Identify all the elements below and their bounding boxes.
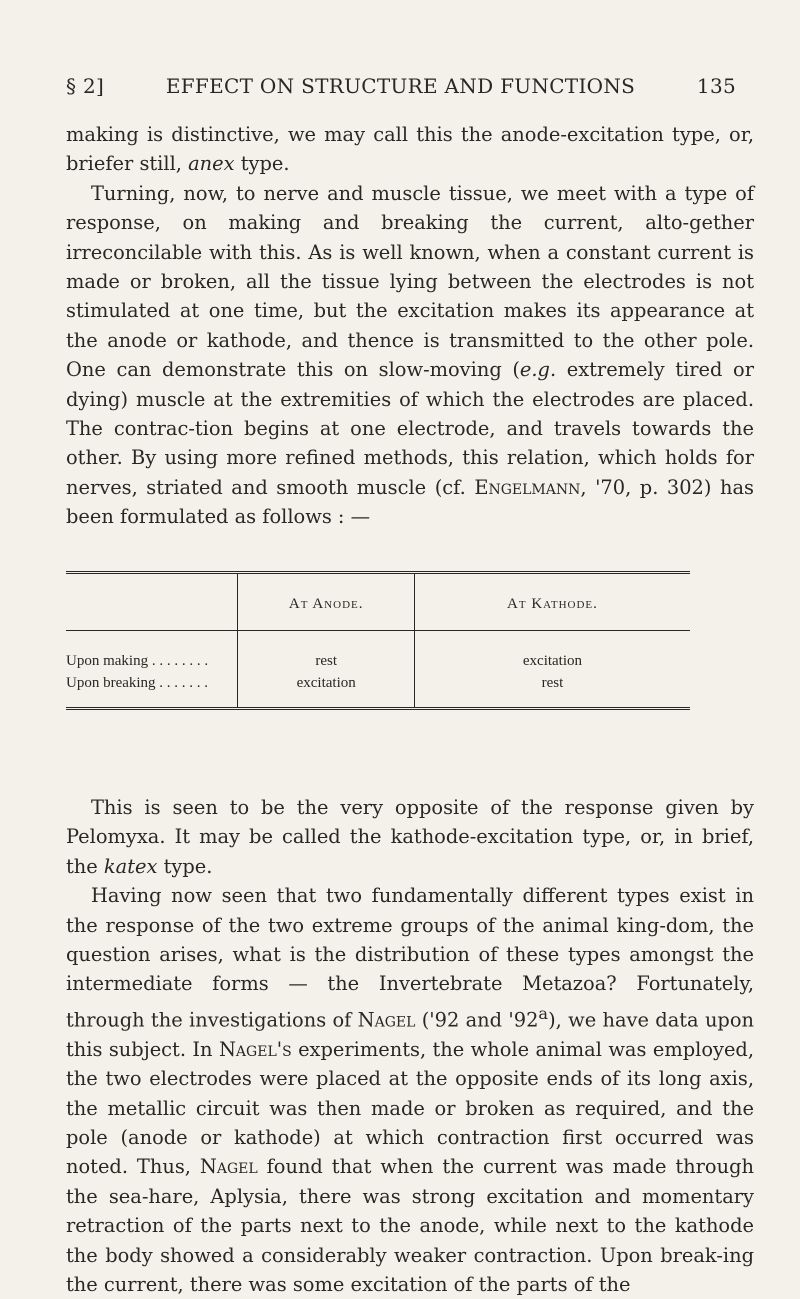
author-name: Engelmann <box>474 475 581 499</box>
text-run: type. <box>234 152 290 176</box>
section-mark: § 2] <box>66 74 105 98</box>
italic-term: katex <box>103 854 158 878</box>
anode-cell: rest <box>238 631 414 676</box>
table-header-blank <box>66 573 238 631</box>
body-text-top <box>66 120 754 532</box>
text-run: extremely tired or dying) muscle at the extremities of which the electrodes are placed. The contrac-tion begins at one electrode, and travels towards the other. By using more refined methods, this relation, which holds for nerves, striated and smooth muscle (cf. <box>66 358 754 499</box>
table-row <box>66 631 690 676</box>
paragraph <box>66 793 754 881</box>
text-run: ('92 and '92 <box>415 1008 539 1032</box>
response-table <box>66 571 690 710</box>
text-run: Having now seen that two fundamentally different types exist in the response of the two extreme groups of the animal king-dom, the question arises, what is the distribution of these types amongst the intermediate forms — the Invertebrate Metazoa? Fortunately, through the investigations of <box>66 884 754 1032</box>
running-title: EFFECT ON STRUCTURE AND FUNCTIONS <box>165 74 636 98</box>
anode-cell: excitation <box>238 675 414 709</box>
author-name: Nagel's <box>218 1037 292 1061</box>
page-number: 135 <box>696 74 736 98</box>
body-text-bottom <box>66 793 754 1299</box>
kathode-cell: rest <box>414 675 690 709</box>
superscript: a <box>538 1003 549 1023</box>
row-label: Upon making . . . . . . . . <box>66 653 209 669</box>
running-header <box>66 74 736 98</box>
text-run: type. <box>157 854 213 878</box>
paragraph <box>66 179 754 532</box>
text-run: found that when the current was made through the sea-hare, Aplysia, there was strong excitation and momentary retraction of the parts next to the anode, while next to the kathode the body showed a considerably weaker contraction. Upon break-ing the current, there was some excitation of the parts of the <box>66 1155 754 1296</box>
italic-term: anex <box>188 152 235 176</box>
author-name: Nagel <box>199 1155 258 1179</box>
kathode-cell: excitation <box>414 631 690 676</box>
table-row <box>66 675 690 709</box>
italic-term: e.g. <box>519 358 557 382</box>
table-header-row <box>66 573 690 631</box>
text-run: This is seen to be the very opposite of the response given by Pelomyxa. It may be called the kathode-excitation type, or, in brief, the <box>66 796 754 878</box>
text-run: , '70, p. 302) has been formulated as follows : — <box>66 475 754 529</box>
paragraph <box>66 881 754 1299</box>
row-label: Upon breaking . . . . . . . <box>66 675 238 709</box>
text-run: experiments, the whole animal was employed, the two electrodes were placed at the opposite ends of its long axis, the metallic circuit was then made or broken as required, and the pole (anode or kathode) at which contraction first occurred was noted. Thus, <box>66 1037 754 1179</box>
text-run: making is distinctive, we may call this the anode-excitation type, or, briefer still, <box>66 123 754 176</box>
table-header-anode: At Anode. <box>238 573 414 631</box>
paragraph <box>66 120 754 179</box>
text-run: ), we have data upon this subject. In <box>66 1008 755 1061</box>
text-run: Turning, now, to nerve and muscle tissue, we meet with a type of response, on making and breaking the current, alto-gether irreconcilable with this. As is well known, when a constant current is made or broken, all the tissue lying between the electrodes is not stimulated at one time, but the excitation makes its appearance at the anode or kathode, and thence is transmitted to the other pole. One can demonstrate this on slow-moving ( <box>66 181 754 382</box>
author-name: Nagel <box>357 1008 416 1032</box>
table-header-kathode: At Kathode. <box>414 573 690 631</box>
